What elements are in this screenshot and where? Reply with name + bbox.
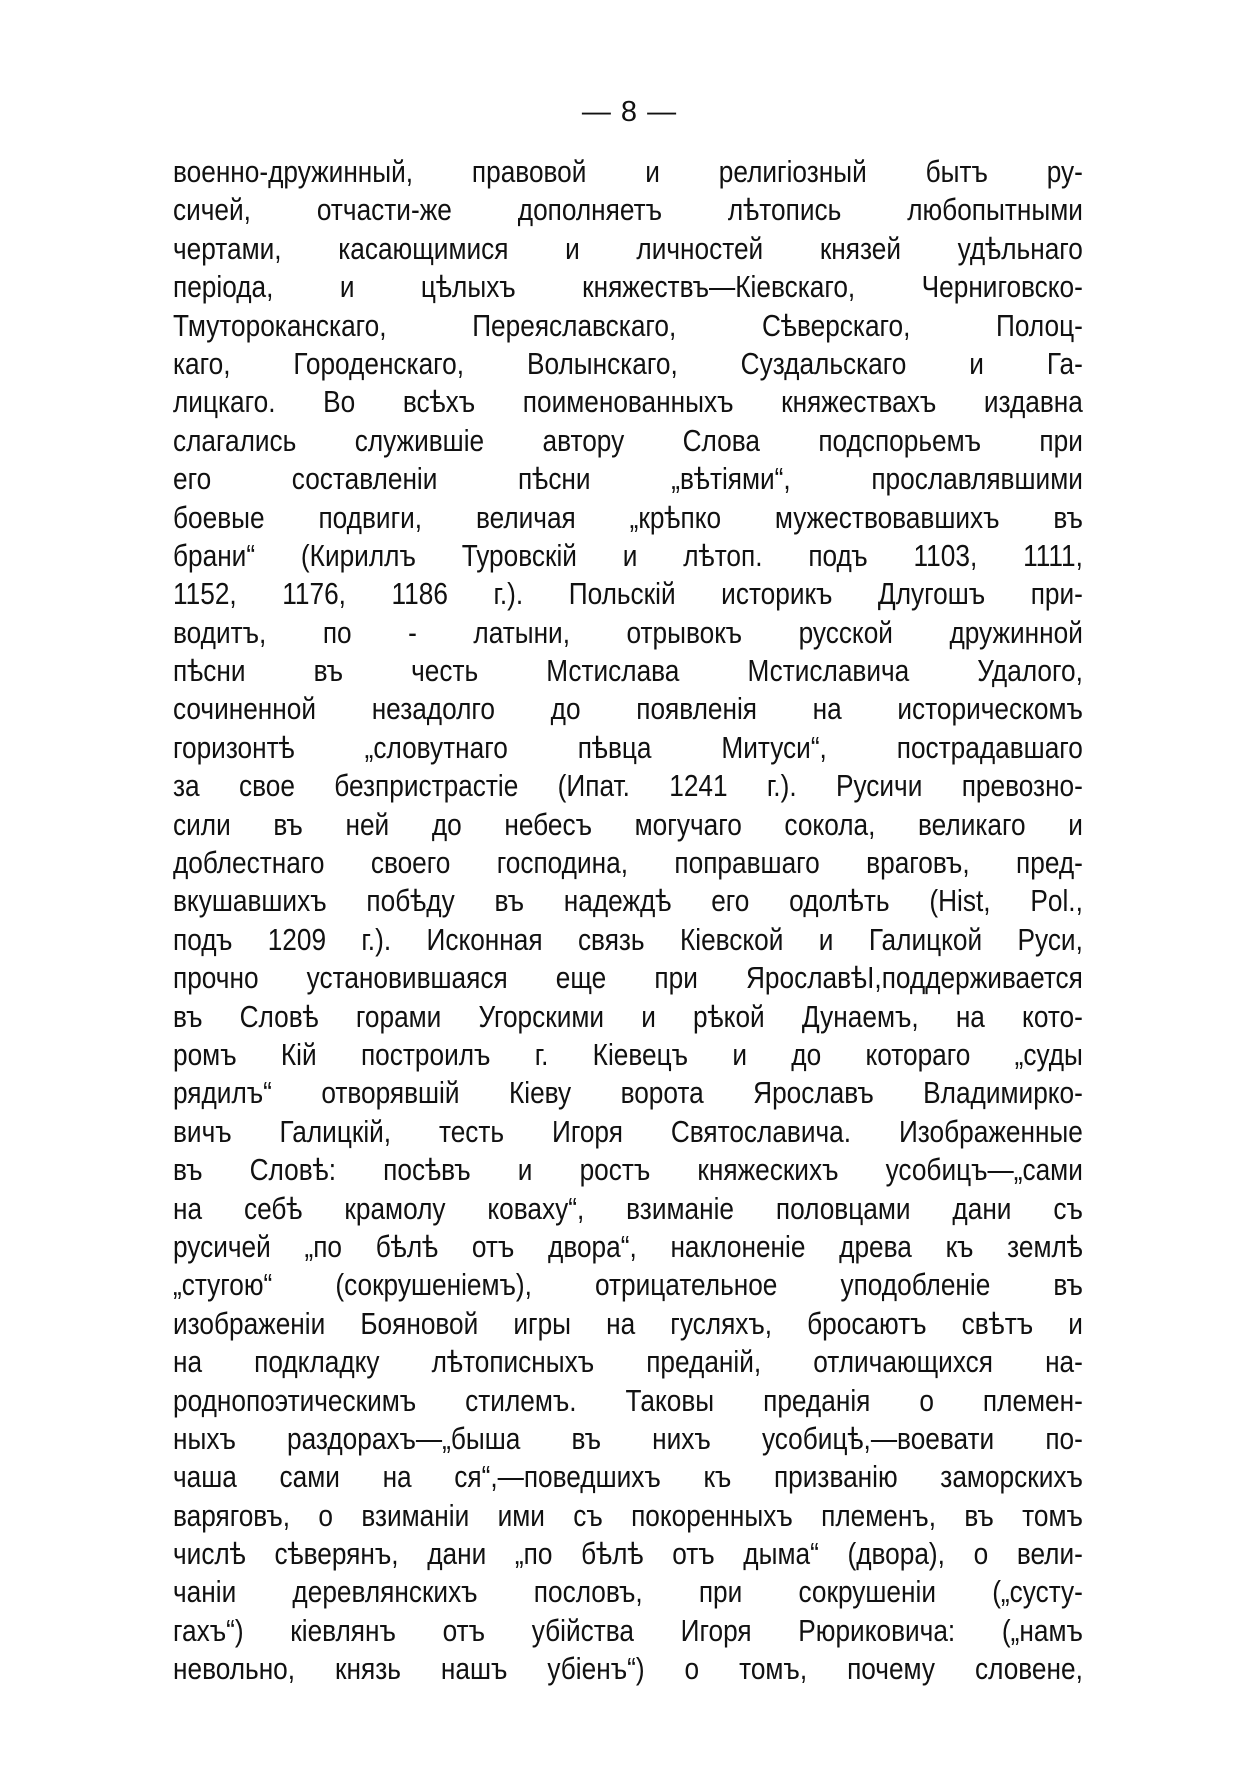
text-line: слагались служившiе автору Слова подспорьемъ при bbox=[173, 423, 1083, 458]
text-line: вичъ Галицкiй, тесть Игоря Святославича. Изображенные bbox=[173, 1114, 1083, 1149]
text-line: роднопоэтическимъ стилемъ. Таковы преданiя о племен- bbox=[173, 1383, 1083, 1418]
text-line: перiода, и цѣлыхъ княжествъ—Кiевскаго, Черниговско- bbox=[173, 270, 1083, 305]
text-line: боевые подвиги, величая „крѣпко мужествовавшихъ въ bbox=[173, 500, 1083, 535]
text-line: военно-дружинный, правовой и религiозный бытъ ру- bbox=[173, 155, 1083, 189]
text-line: лицкаго. Во всѣхъ поименованныхъ княжествахъ издавна bbox=[173, 385, 1083, 420]
body-text bbox=[173, 153, 1083, 1689]
text-line: невольно, князь нашъ убiенъ“) о томъ, почему словене, bbox=[173, 1652, 1083, 1687]
text-line: сичей, отчасти-же дополняетъ лѣтопись любопытными bbox=[173, 193, 1083, 228]
page-number: — 8 — bbox=[581, 96, 678, 128]
text-line: русичей „по бѣлѣ отъ двора“, наклоненiе древа къ землѣ bbox=[173, 1229, 1083, 1264]
text-line: сочиненной незадолго до появленiя на историческомъ bbox=[173, 692, 1083, 727]
text-line: ныхъ раздорахъ—„быша въ нихъ усобицѣ,—воевати по- bbox=[173, 1421, 1083, 1456]
text-line: 1152, 1176, 1186 г.). Польскiй историкъ Длугошъ при- bbox=[173, 577, 1083, 612]
text-line: прочно установившаяся еще при ЯрославѣI,поддерживается bbox=[173, 961, 1083, 996]
text-line: сили въ ней до небесъ могучаго сокола, великаго и bbox=[173, 807, 1083, 842]
text-line: каго, Городенскаго, Волынскаго, Суздальскаго и Га- bbox=[173, 346, 1083, 381]
text-line: числѣ сѣверянъ, дани „по бѣлѣ отъ дыма“ (двора), о вели- bbox=[173, 1537, 1083, 1572]
text-line: за свое безпристрастiе (Ипат. 1241 г.). Русичи превозно- bbox=[173, 769, 1083, 804]
text-line: чертами, касающимися и личностей князей удѣльнаго bbox=[173, 231, 1083, 266]
text-line: на себѣ крамолу коваху“, взиманiе половцами дани съ bbox=[173, 1191, 1083, 1226]
text-line: его составленiи пѣсни „вѣтiями“, прославлявшими bbox=[173, 462, 1083, 497]
text-line: на подкладку лѣтописныхъ преданiй, отличающихся на- bbox=[173, 1345, 1083, 1380]
text-line: рядилъ“ отворявшiй Кiеву ворота Ярославъ Владимирко- bbox=[173, 1076, 1083, 1111]
text-line: изображенiи Бояновой игры на гусляхъ, бросаютъ свѣтъ и bbox=[173, 1306, 1083, 1341]
text-line: пѣсни въ честь Мстислава Мстиславича Удалого, bbox=[173, 654, 1083, 689]
text-line: варяговъ, о взиманiи ими съ покоренныхъ племенъ, въ томъ bbox=[173, 1498, 1083, 1533]
text-line: подъ 1209 г.). Исконная связь Кiевской и Галицкой Руси, bbox=[173, 922, 1083, 957]
text-line: Тмутороканскаго, Переяславскаго, Сѣверскаго, Полоц- bbox=[173, 308, 1083, 343]
text-line: брани“ (Кириллъ Туровскiй и лѣтоп. подъ 1103, 1111, bbox=[173, 538, 1083, 573]
text-line: ромъ Кiй построилъ г. Кiевецъ и до котораго „суды bbox=[173, 1037, 1083, 1072]
text-line: чанiи деревлянскихъ пословъ, при сокрушенiи („сусту- bbox=[173, 1575, 1083, 1610]
text-line: вкушавшихъ побѣду въ надеждѣ его одолѣть (Hist, Pol., bbox=[173, 884, 1083, 919]
text-line: въ Словѣ горами Угорскими и рѣкой Дунаемъ, на кото- bbox=[173, 999, 1083, 1034]
text-line: доблестнаго своего господина, поправшаго враговъ, пред- bbox=[173, 846, 1083, 881]
text-line: въ Словѣ: посѣвъ и ростъ княжескихъ усобицъ—„сами bbox=[173, 1153, 1083, 1188]
text-line: водитъ, по - латыни, отрывокъ русской дружинной bbox=[173, 615, 1083, 650]
text-line: „стугою“ (сокрушенiемъ), отрицательное уподобленiе въ bbox=[173, 1268, 1083, 1303]
text-line: гахъ“) кiевлянъ отъ убiйства Игоря Рюриковича: („намъ bbox=[173, 1613, 1083, 1648]
text-line: горизонтѣ „словутнаго пѣвца Митуси“, пострадавшаго bbox=[173, 730, 1083, 765]
text-line: чаша сами на ся“,—поведшихъ къ призванiю заморскихъ bbox=[173, 1460, 1083, 1495]
